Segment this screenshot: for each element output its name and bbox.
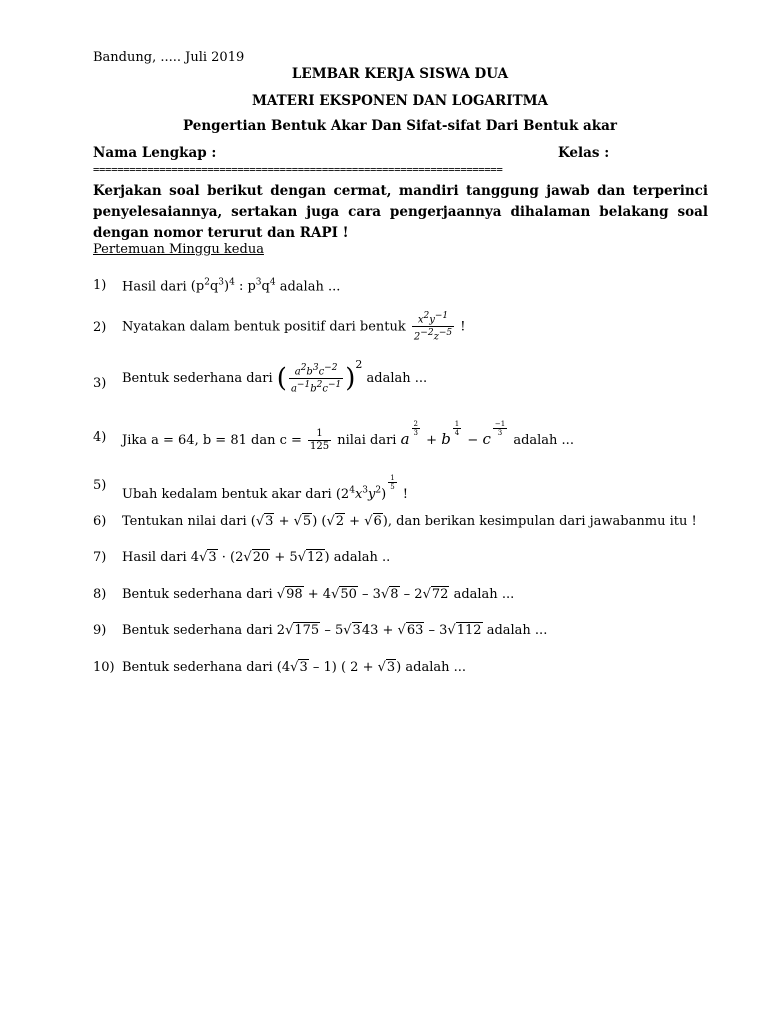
question-text: nilai dari [337,433,397,448]
question-text: adalah ... [453,587,515,602]
question-text: Tentukan nilai dari [122,514,247,529]
question-6 [122,514,697,529]
math-expression: ( $\frac{a^2b^3c^{-2}}{a^{-1}b^2c^{-1}}$ )$^2$ [276,358,363,395]
question-number: 7) [93,550,107,565]
question-text: adalah .. [333,550,391,565]
math-expression: (4√3 – 1) ( 2 + √3) [276,660,402,675]
question-text: adalah ... [366,371,428,386]
question-4 [122,420,574,453]
question-1 [122,278,340,294]
question-number: 8) [93,587,107,602]
question-text: adalah ... [405,660,467,675]
question-text: ! [460,319,466,335]
question-text: adalah ... [513,433,574,448]
question-text: Bentuk sederhana dari [122,371,273,386]
class-label: Kelas : [558,145,610,161]
question-number: 1) [93,278,107,293]
math-expression: a $\frac{2}{3}$ + b $\frac{1}{4}$ − c $\frac{-1}{3}$ [400,420,506,448]
math-expression: $(p^2q^3)^4$ : $p^3q^4$ [190,278,276,295]
math-expression: $(2^4x^3y^2)$ $\frac{1}{5}$ [335,474,395,502]
place-date: Bandung, ..... Juli 2019 [93,50,245,65]
math-expression: (√3 + √5) (√2 + √6) [250,514,388,529]
question-text: Bentuk sederhana dari [122,623,273,638]
question-text: Nyatakan dalam bentuk positif dari bentuk [122,319,406,335]
question-9 [122,623,547,638]
question-10 [122,660,466,675]
question-text: , dan berikan kesimpulan dari jawabanmu itu ! [387,514,697,529]
question-text: Ubah kedalam bentuk akar dari [122,487,332,502]
subject-title: MATERI EKSPONEN DAN LOGARITMA [251,93,549,109]
math-expression: 4√3 · (2√20 + 5√12) [190,550,330,565]
question-number: 10) [93,660,115,675]
question-text: Bentuk sederhana dari [122,660,273,675]
question-number: 3) [93,376,107,391]
question-number: 4) [93,430,107,445]
worksheet-title: LEMBAR KERJA SISWA DUA [291,66,509,82]
math-expression: 2√175 – 5√343 + √63 – 3√112 [276,623,482,638]
meeting-label: Pertemuan Minggu kedua [93,242,264,257]
question-text: Jika a = 64, b = 81 dan c = [122,433,302,448]
question-text: Bentuk sederhana dari [122,587,273,602]
question-number: 5) [93,478,107,493]
question-2 [122,310,466,344]
question-text: Hasil dari [122,550,187,565]
math-fraction: $\frac{1}{125}$ [310,428,330,452]
question-5 [122,474,408,502]
question-number: 9) [93,623,107,638]
question-text: Hasil dari [122,279,187,295]
question-text: ! [402,487,409,502]
question-7 [122,550,390,565]
math-fraction: $\frac{x^2y^{-1}}{2^{-2}z^{-5}}$ [413,311,453,343]
question-8 [122,587,514,602]
topic-title: Pengertian Bentuk Akar Dan Sifat-sifat Dari Bentuk akar [182,118,617,134]
separator-line: ==================================================================== [93,164,503,176]
instructions: Kerjakan soal berikut dengan cermat, mandiri tanggung jawab dan terperinci penyelesaiannya, sertakan juga cara pengerjaannya dihalaman belakang soal dengan nomor terurut dan RAPI ! [93,183,708,241]
question-number: 6) [93,514,107,529]
math-expression: √98 + 4√50 – 3√8 – 2√72 [276,587,449,602]
question-text: adalah ... [279,279,341,295]
question-text: adalah ... [486,623,548,638]
question-number: 2) [93,320,107,335]
question-3 [122,358,427,395]
name-label: Nama Lengkap : [93,145,217,161]
